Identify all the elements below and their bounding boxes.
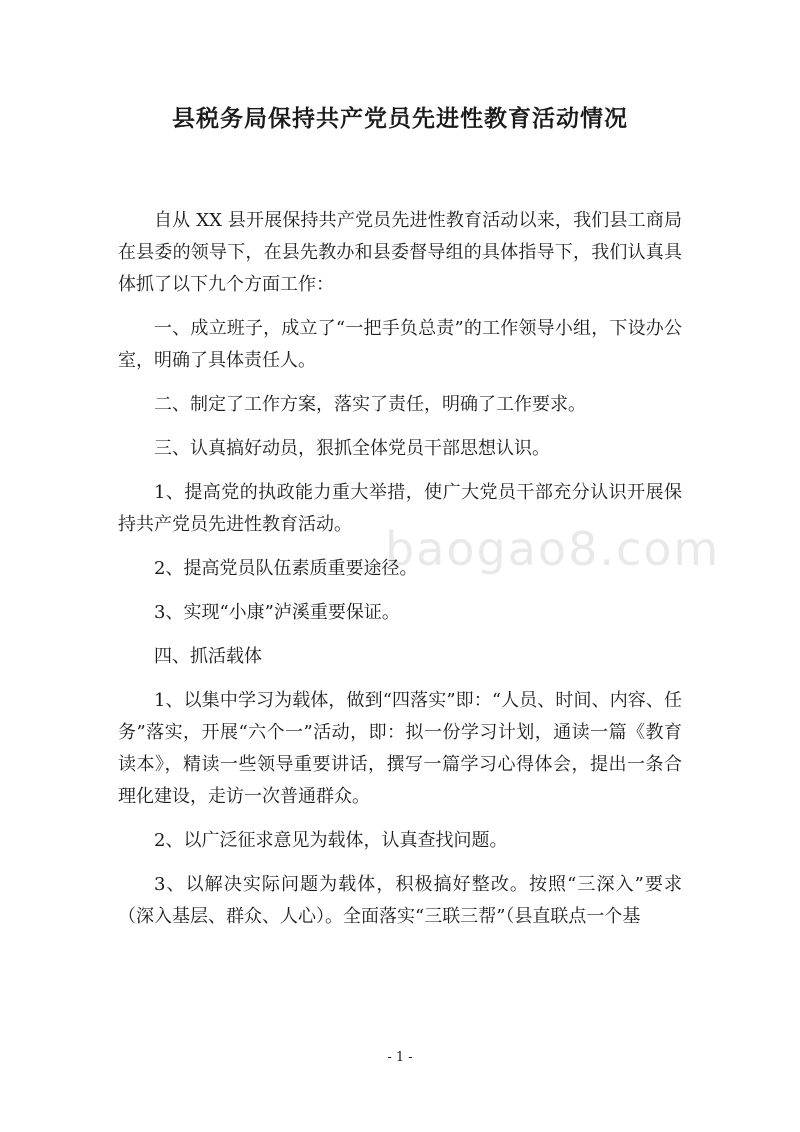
- paragraph: 3、实现“小康”泸溪重要保证。: [154, 602, 400, 623]
- paragraph: 二、制定了工作方案，落实了责任，明确了工作要求。: [154, 394, 586, 415]
- paragraph: 自从 XX 县开展保持共产党员先进性教育活动以来，我们县工商局在县委的领导下，在县先教办和县委督导组的具体指导下，我们认真具体抓了以下九个方面工作：: [118, 210, 682, 295]
- paragraph: 三、认真搞好动员，狠抓全体党员干部思想认识。: [154, 438, 550, 459]
- paragraph: 2、提高党员队伍素质重要途径。: [154, 558, 418, 579]
- paragraph: 一、成立班子，成立了“一把手负总责”的工作领导小组，下设办公室，明确了具体责任人。: [118, 318, 682, 371]
- paragraph: 1、提高党的执政能力重大举措，使广大党员干部充分认识开展保持共产党员先进性教育活动。: [118, 482, 682, 535]
- document-title: 县税务局保持共产党员先进性教育活动情况: [172, 106, 628, 132]
- page-number: - 1 -: [387, 1050, 413, 1065]
- paragraph: 1、以集中学习为载体，做到“四落实”即：“人员、时间、内容、任务”落实，开展“六个一”活动，即：拟一份学习计划，通读一篇《教育读本》，精读一些领导重要讲话，撰写一篇学习心得体会，提出一条合理化建设，走访一次普通群众。: [118, 690, 682, 807]
- paragraph: 3、以解决实际问题为载体，积极搞好整改。按照“三深入”要求（深入基层、群众、人心）。全面落实“三联三帮”（县直联点一个基: [118, 874, 682, 927]
- paragraph: 四、抓活载体: [154, 646, 262, 667]
- document-body: [118, 205, 682, 945]
- paragraph: 2、以广泛征求意见为载体，认真查找问题。: [154, 830, 508, 851]
- watermark: baogao8.com: [385, 522, 721, 576]
